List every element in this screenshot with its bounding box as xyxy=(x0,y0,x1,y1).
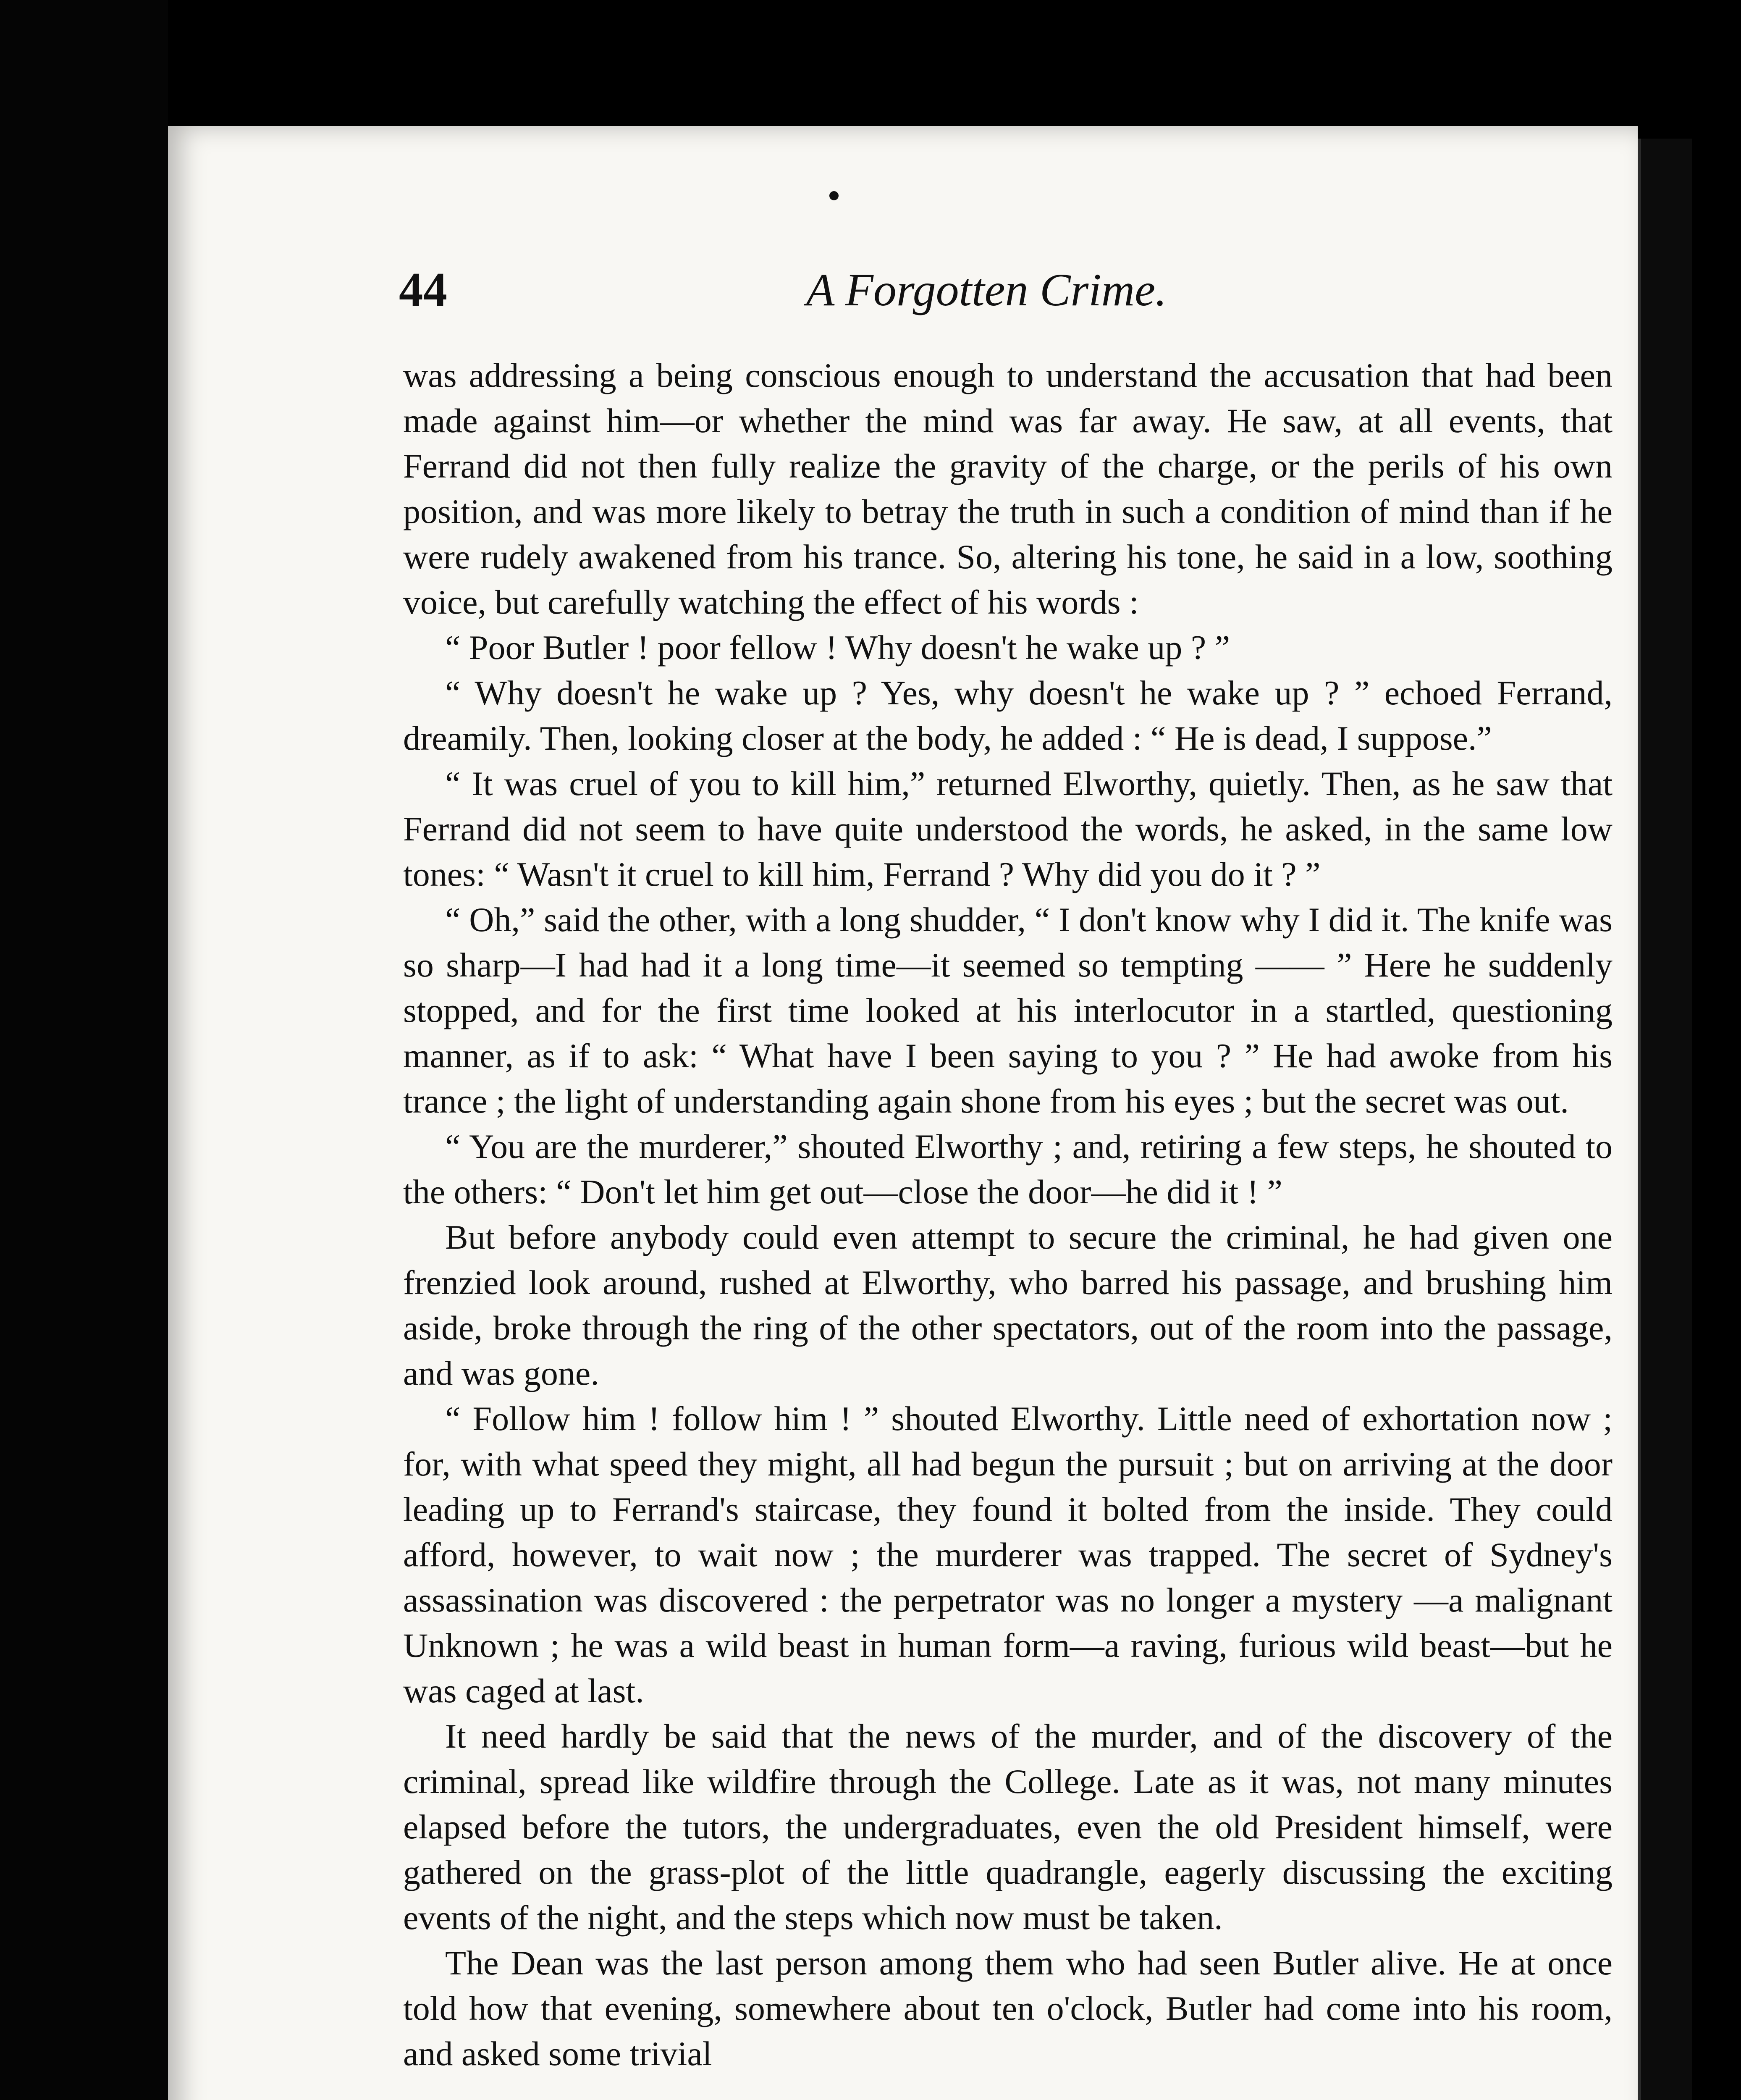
paragraph: “ You are the murderer,” shouted Elworthy ; and, retiring a few steps, he shouted to the others: “ Don't let him get out—close the door—he did it ! ” xyxy=(403,1127,1613,1211)
page-header xyxy=(227,260,1613,319)
paragraph: “ Why doesn't he wake up ? Yes, why doesn't he wake up ? ” echoed Ferrand, dreamily. Then, looking closer at the body, he added : “ He is dead, I suppose.” xyxy=(403,674,1613,757)
facing-page-edge xyxy=(1638,139,1696,2100)
paragraph: The Dean was the last person among them who had seen Butler alive. He at once told how that evening, somewhere about ten o'clock, Butler had come into his room, and asked some trivial xyxy=(403,1944,1613,2073)
running-head-title: A Forgotten Crime. xyxy=(806,264,1167,315)
paragraph: “ Poor Butler ! poor fellow ! Why doesn't he wake up ? ” xyxy=(445,628,1230,667)
paragraph: It need hardly be said that the news of the murder, and of the discovery of the criminal, spread like wildfire through the College. Late as it was, not many minutes elapsed before the tutors, the undergraduates, even the old President himself, were gathered on the grass-plot of the little quadrangle, eagerly discussing the exciting events of the night, and the steps which now must be taken. xyxy=(403,1717,1613,1937)
paragraph: But before anybody could even attempt to secure the criminal, he had given one frenzied look around, rushed at Elworthy, who barred his passage, and brushing him aside, broke through the ring of the other spectators, out of the room into the passage, and was gone. xyxy=(403,1218,1613,1392)
facing-page-gutter xyxy=(1692,139,1741,2100)
book-spine-shadow xyxy=(0,0,168,2100)
print-mark-dot xyxy=(829,191,839,200)
paragraph: “ Oh,” said the other, with a long shudder, “ I don't know why I did it. The knife was so sharp—I had had it a long time—it seemed so tempting —— ” Here he suddenly stopped, and for the first time looked at his interlocutor in a startled, questioning manner, as if to ask: “ What have I been saying to you ? ” He had awoke from his trance ; the light of understanding again shone from his eyes ; but the secret was out. xyxy=(403,900,1613,1120)
body-text xyxy=(403,353,1613,2076)
paragraph-continued: was addressing a being conscious enough to understand the accusation that had been made against him—or whether the mind was far away. He saw, at all events, that Ferrand did not then fully realize the gravity of the charge, or the perils of his own position, and was more likely to betray the truth in such a condition of mind than if he were rudely awakened from his trance. So, altering his tone, he said in a low, soothing voice, but carefully watching the effect of his words : xyxy=(403,356,1613,621)
paragraph: “ Follow him ! follow him ! ” shouted Elworthy. Little need of exhortation now ; for, with what speed they might, all had begun the pursuit ; but on arriving at the door leading up to Ferrand's staircase, they found it bolted from the inside. They could afford, however, to wait now ; the murderer was trapped. The secret of Sydney's assassination was discovered : the perpetrator was no longer a mystery —a malignant Unknown ; he was a wild beast in human form—a raving, furious wild beast—but he was caged at last. xyxy=(403,1399,1613,1710)
page-number: 44 xyxy=(399,263,447,316)
paragraph: “ It was cruel of you to kill him,” returned Elworthy, quietly. Then, as he saw that Ferrand did not seem to have quite understood the words, he asked, in the same low tones: “ Wasn't it cruel to kill him, Ferrand ? Why did you do it ? ” xyxy=(403,764,1613,893)
